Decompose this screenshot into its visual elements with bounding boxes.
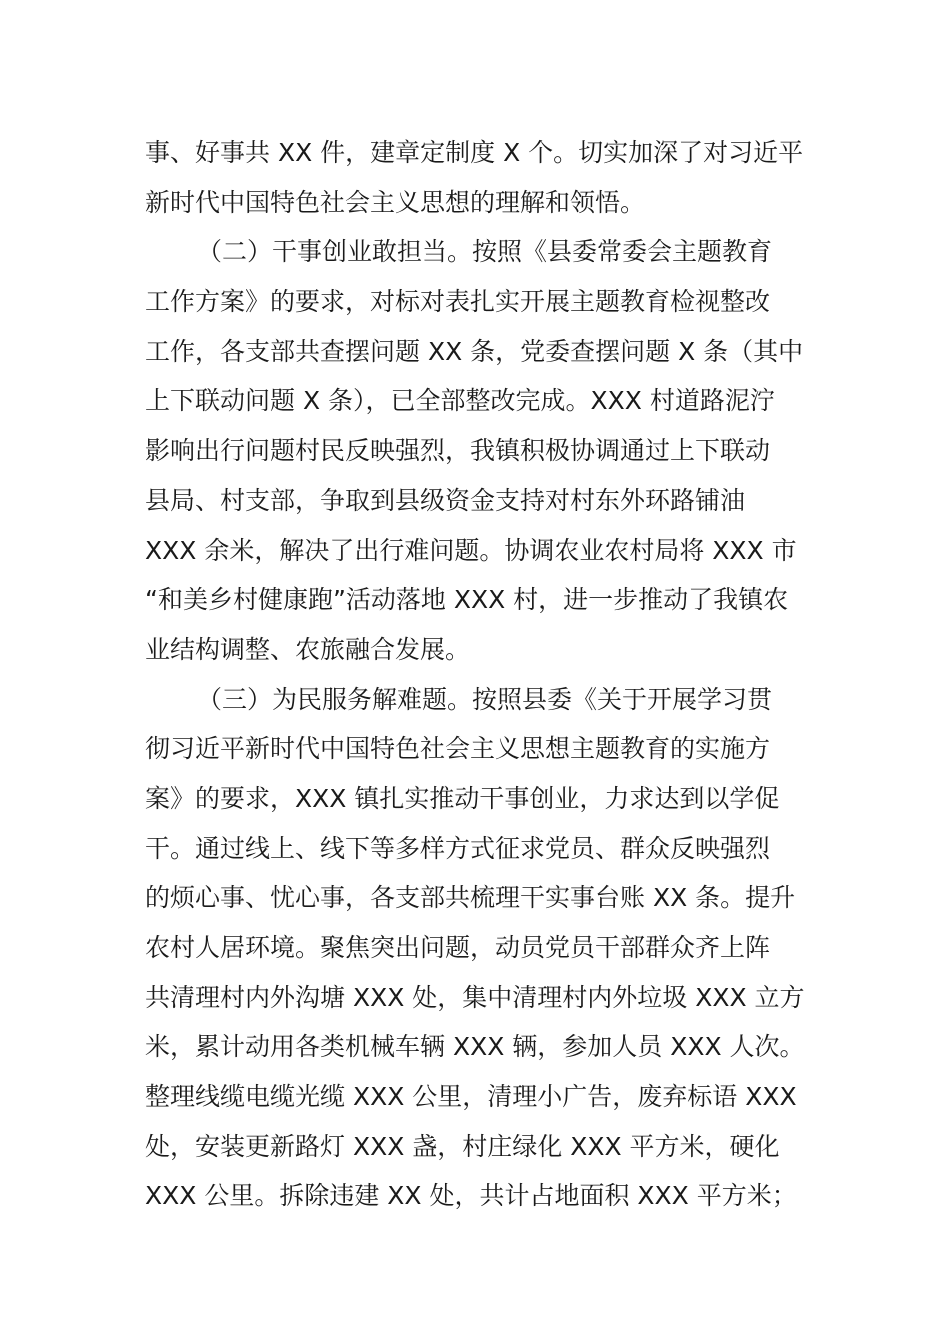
text-line: 工作方案》的要求，对标对表扎实开展主题教育检视整改 bbox=[145, 287, 771, 317]
section-heading-line: （三）为民服务解难题。按照县委《关于开展学习贯 bbox=[197, 684, 773, 714]
text-line: 干。通过线上、线下等多样方式征求党员、群众反映强烈 bbox=[145, 833, 771, 863]
text-line: XXX 余米，解决了出行难问题。协调农业农村局将 XXX 市 bbox=[145, 535, 797, 565]
text-line: 案》的要求，XXX 镇扎实推动干事创业，力求达到以学促 bbox=[145, 783, 780, 813]
text-line: 的烦心事、忧心事，各支部共梳理干实事台账 XX 条。提升 bbox=[145, 883, 796, 913]
text-line: 新时代中国特色社会主义思想的理解和领悟。 bbox=[145, 187, 646, 217]
text-line: 处，安装更新路灯 XXX 盏，村庄绿化 XXX 平方米，硬化 bbox=[145, 1131, 780, 1161]
body-text bbox=[145, 128, 815, 1221]
text-line: XXX 公里。拆除违建 XX 处，共计占地面积 XXX 平方米； bbox=[145, 1181, 797, 1211]
text-line: 上下联动问题 X 条），已全部整改完成。XXX 村道路泥泞 bbox=[145, 386, 775, 416]
text-line: 业结构调整、农旅融合发展。 bbox=[145, 634, 471, 664]
text-line: 工作，各支部共查摆问题 XX 条，党委查摆问题 X 条（其中 bbox=[145, 336, 804, 366]
text-line: 彻习近平新时代中国特色社会主义思想主题教育的实施方 bbox=[145, 734, 771, 764]
text-line: “和美乡村健康跑”活动落地 XXX 村，进一步推动了我镇农 bbox=[145, 585, 789, 615]
text-line: 县局、村支部，争取到县级资金支持对村东外环路铺油 bbox=[145, 485, 746, 515]
text-line: 农村人居环境。聚焦突出问题，动员党员干部群众齐上阵 bbox=[145, 933, 771, 962]
section-heading-line: （二）干事创业敢担当。按照《县委常委会主题教育 bbox=[197, 237, 773, 267]
text-line: 整理线缆电缆光缆 XXX 公里，清理小广告，废弃标语 XXX bbox=[145, 1082, 797, 1112]
text-line: 事、好事共 XX 件，建章定制度 X 个。切实加深了对习近平 bbox=[145, 138, 804, 167]
text-line: 影响出行问题村民反映强烈，我镇积极协调通过上下联动 bbox=[145, 436, 771, 466]
text-line: 共清理村内外沟塘 XXX 处，集中清理村内外垃圾 XXX 立方 bbox=[145, 982, 805, 1012]
text-line: 米，累计动用各类机械车辆 XXX 辆，参加人员 XXX 人次。 bbox=[145, 1032, 805, 1062]
